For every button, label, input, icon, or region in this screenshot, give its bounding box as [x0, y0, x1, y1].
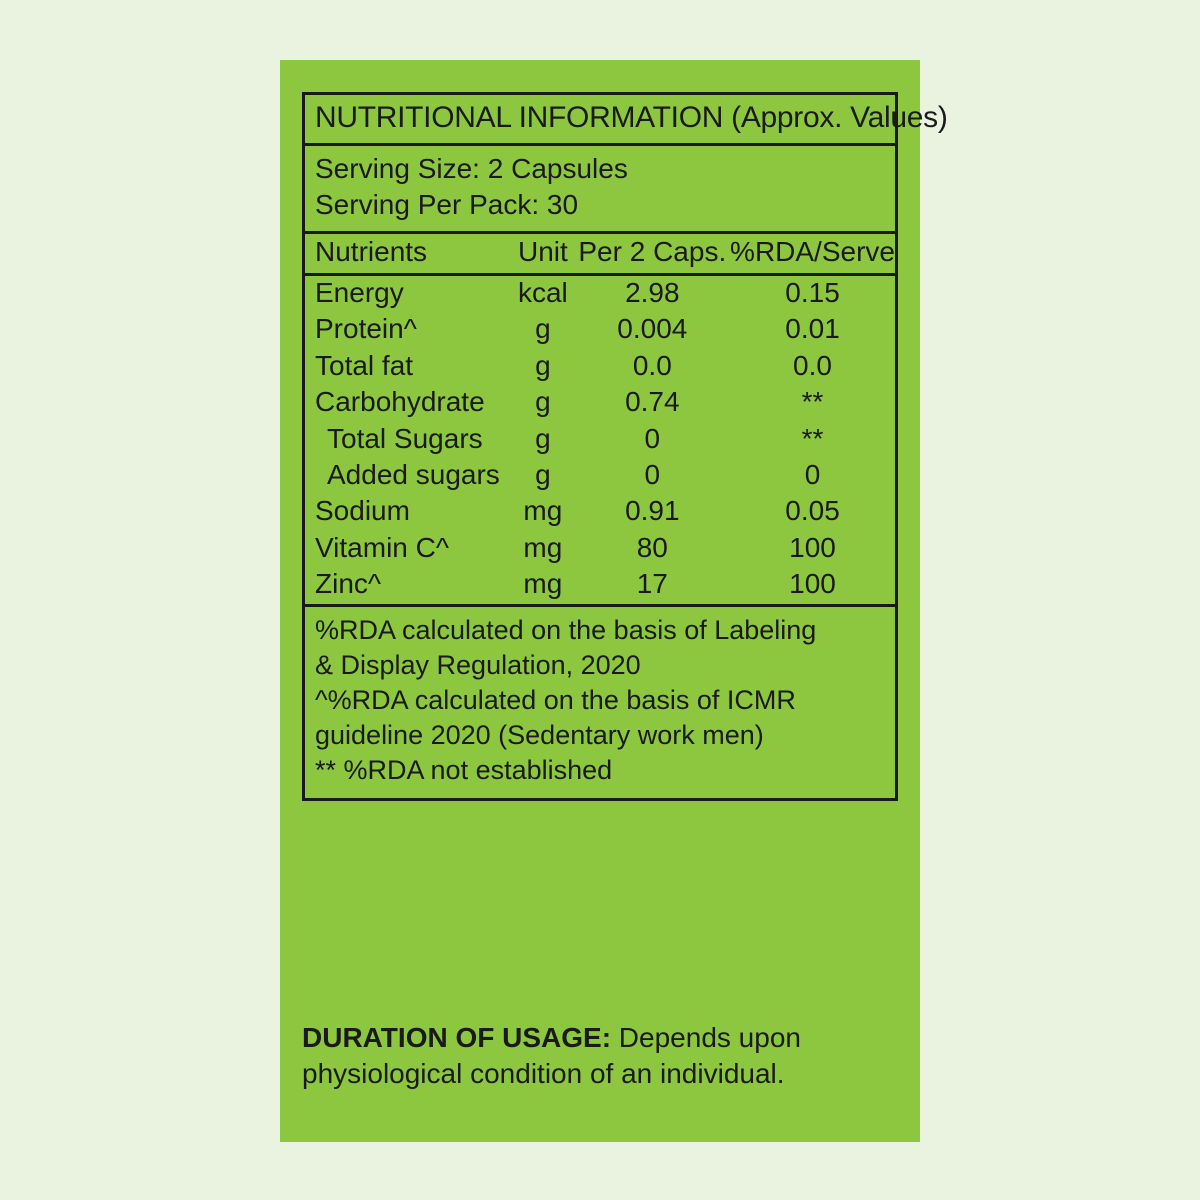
footnotes — [305, 607, 895, 798]
serving-per-pack: Serving Per Pack: 30 — [315, 188, 579, 220]
duration-line-1 — [302, 1020, 898, 1056]
row-name: Energy — [315, 276, 404, 308]
table-row — [305, 349, 895, 385]
footnote-line: %RDA calculated on the basis of Labeling — [315, 614, 817, 645]
table-row — [305, 458, 895, 494]
row-name: Carbohydrate — [315, 386, 485, 418]
nutrients-table — [305, 234, 895, 604]
duration-text-1: Depends upon — [611, 1022, 801, 1053]
table-row — [305, 494, 895, 530]
row-rda: 0.05 — [785, 495, 840, 527]
row-name: Protein^ — [315, 313, 417, 345]
row-per: 80 — [636, 531, 668, 563]
row-rda: ** — [801, 422, 824, 454]
footnote-line: ^%RDA calculated on the basis of ICMR — [315, 685, 796, 716]
nutrients-table-body — [305, 274, 895, 604]
nutritional-information-box — [302, 92, 948, 801]
table-row — [305, 422, 895, 458]
row-unit: g — [535, 313, 551, 345]
row-unit: g — [535, 422, 551, 454]
row-per: 0 — [644, 422, 661, 454]
table-row — [305, 312, 895, 348]
table-row — [305, 274, 895, 312]
row-unit: g — [535, 349, 551, 381]
footnote-line: ** %RDA not established — [315, 755, 613, 786]
table-header-row — [305, 234, 895, 275]
header-rda: %RDA/Serve — [730, 234, 895, 275]
row-per: 2.98 — [625, 276, 680, 308]
header-nutrients: Nutrients — [305, 234, 511, 275]
row-per: 0.74 — [625, 386, 680, 418]
row-rda: 0.0 — [793, 349, 832, 381]
duration-of-usage — [302, 1020, 898, 1093]
footnote-line: guideline 2020 (Sedentary work men) — [315, 720, 764, 751]
header-unit: Unit — [511, 234, 574, 275]
nutrients-table-wrap — [305, 234, 895, 607]
serving-info — [305, 146, 895, 234]
row-per: 0 — [644, 459, 661, 490]
table-row — [305, 385, 895, 421]
row-unit: g — [535, 459, 551, 490]
row-per: 17 — [636, 568, 668, 600]
product-label-panel — [280, 60, 948, 1142]
row-per: 0.0 — [632, 349, 672, 381]
row-per: 0.004 — [617, 313, 688, 345]
row-name: Vitamin C^ — [315, 531, 449, 563]
row-rda: 0 — [804, 459, 821, 490]
nutrition-title-suffix: (Approx. Values) — [723, 101, 948, 134]
nutrition-title-main: NUTRITIONAL INFORMATION — [315, 101, 724, 134]
row-per: 0.91 — [625, 495, 680, 527]
footnote-line: & Display Regulation, 2020 — [315, 649, 641, 680]
row-unit: g — [535, 386, 551, 418]
row-unit: mg — [523, 531, 563, 563]
serving-size: Serving Size: 2 Capsules — [315, 153, 628, 184]
row-unit: mg — [523, 568, 563, 600]
header-per-serve: Per 2 Caps. — [575, 234, 730, 275]
row-name: Total Sugars — [327, 422, 483, 454]
row-unit: mg — [523, 495, 563, 527]
row-rda: ** — [801, 386, 824, 418]
duration-line-2: physiological condition of an individual. — [302, 1058, 785, 1090]
table-row — [305, 531, 895, 567]
row-rda: 100 — [789, 531, 836, 563]
row-name: Zinc^ — [315, 568, 382, 600]
duration-heading: DURATION OF USAGE: — [302, 1022, 612, 1053]
row-name: Total fat — [315, 349, 414, 381]
row-rda: 100 — [789, 568, 836, 600]
row-unit: kcal — [517, 276, 568, 308]
row-name: Added sugars — [327, 459, 500, 490]
nutrition-title — [305, 95, 948, 146]
row-rda: 0.15 — [785, 276, 840, 308]
row-name: Sodium — [315, 495, 410, 527]
table-row — [305, 567, 895, 603]
row-rda: 0.01 — [785, 313, 840, 345]
